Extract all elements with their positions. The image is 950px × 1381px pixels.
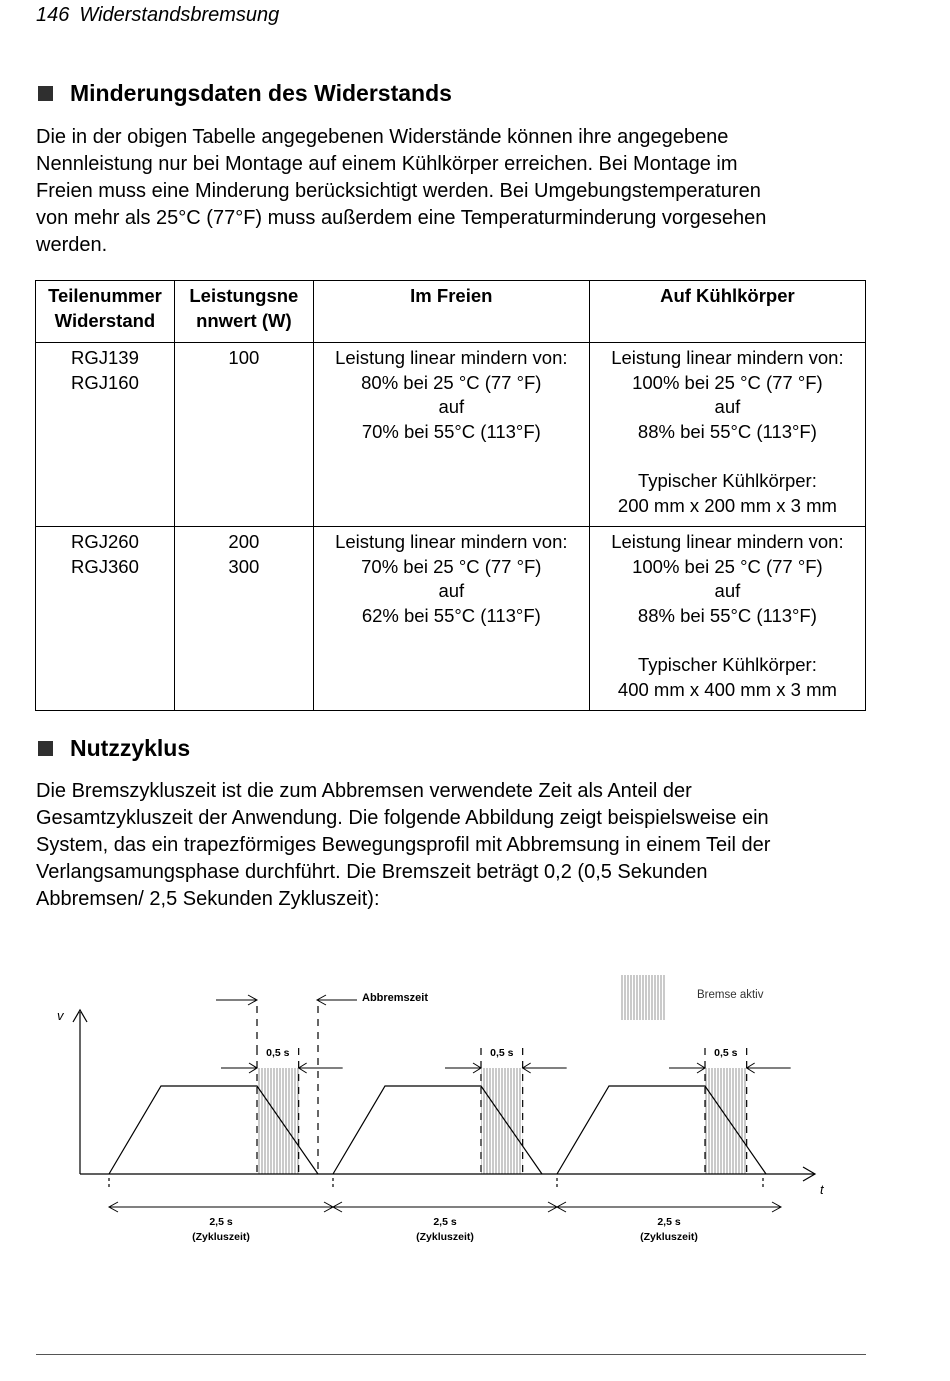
brake-active-zone [257,1068,299,1174]
header-heatsink: Auf Kühlkörper [589,281,865,343]
duty-cycle-svg [0,960,950,1260]
duty-cycle-diagram [0,960,950,1265]
table-row [36,527,866,711]
paragraph-line: Die in der obigen Tabelle angegebenen Widerstände können ihre angegebene [36,126,729,148]
table-row [36,343,866,527]
cell-rated-power: 200 300 [174,527,313,711]
cell-rated-power: 100 [174,343,313,527]
paragraph-line: Verlangsamungsphase durchführt. Die Bremszeit beträgt 0,2 (0,5 Sekunden [36,861,708,883]
duty-cycle-paragraph [36,778,866,913]
section-heading-duty-cycle [38,735,190,762]
cell-free-air: Leistung linear mindern von: 70% bei 25 °C (77 °F) auf 62% bei 55°C (113°F) [313,527,589,711]
page-number: 146 [36,4,70,26]
derating-paragraph [36,124,866,259]
section-title: Minderungsdaten des Widerstands [70,80,452,106]
cycle-time-caption: (Zykluszeit) [640,1231,698,1243]
paragraph-line: werden. [36,234,108,256]
paragraph-line: System, das ein trapezförmiges Bewegungsprofil mit Abbremsung in einem Teil der [36,834,771,856]
brake-active-legend-swatch [621,975,665,1020]
section-heading-derating [38,80,452,107]
cycle-time-caption: (Zykluszeit) [192,1231,250,1243]
cell-free-air: Leistung linear mindern von: 80% bei 25 °C (77 °F) auf 70% bei 55°C (113°F) [313,343,589,527]
running-header [36,4,279,27]
table-header-row [36,281,866,343]
section-title: Nutzzyklus [70,735,191,761]
cycle-time-value: 2,5 s [657,1216,681,1228]
braking-time-annotation [216,992,428,1005]
brake-duration-label: 0,5 s [266,1047,290,1059]
paragraph-line: Nennleistung nur bei Montage auf einem Kühlkörper erreichen. Bei Montage im [36,153,738,175]
paragraph-line: Die Bremszykluszeit ist die zum Abbremsen verwendete Zeit als Anteil der [36,780,692,802]
brake-duration-label: 0,5 s [714,1047,738,1059]
cell-heatsink: Leistung linear mindern von: 100% bei 25 °C (77 °F) auf 88% bei 55°C (113°F) Typischer Kühlkörper: 400 mm x 400 mm x 3 mm [589,527,865,711]
cell-heatsink: Leistung linear mindern von: 100% bei 25 °C (77 °F) auf 88% bei 55°C (113°F) Typischer Kühlkörper: 200 mm x 200 mm x 3 mm [589,343,865,527]
derating-table [35,280,866,711]
brake-active-zone [705,1068,747,1174]
cell-part-number: RGJ260 RGJ360 [36,527,175,711]
footer-rule [36,1354,866,1355]
brake-active-zone [481,1068,523,1174]
paragraph-line: Freien muss eine Minderung berücksichtigt werden. Bei Umgebungstemperaturen [36,180,761,202]
header-free-air: Im Freien [313,281,589,343]
y-axis-label: v [57,1008,64,1023]
brake-active-legend-label: Bremse aktiv [697,989,764,1001]
x-axis-label: t [820,1182,824,1197]
paragraph-line: von mehr als 25°C (77°F) muss außerdem eine Temperaturminderung vorgesehen [36,207,767,229]
header-rated-power: Leistungsne nnwert (W) [174,281,313,343]
cycle-time-value: 2,5 s [209,1216,233,1228]
brake-duration-label: 0,5 s [490,1047,514,1059]
chapter-title: Widerstandsbremsung [79,4,280,26]
square-bullet-icon [38,86,53,101]
cycle-time-caption: (Zykluszeit) [416,1231,474,1243]
header-part-number: Teilenummer Widerstand [36,281,175,343]
cell-part-number: RGJ139 RGJ160 [36,343,175,527]
cycle-time-value: 2,5 s [433,1216,457,1228]
paragraph-line: Abbremsen/ 2,5 Sekunden Zykluszeit): [36,888,380,910]
square-bullet-icon [38,741,53,756]
braking-time-label: Abbremszeit [362,992,429,1004]
paragraph-line: Gesamtzykluszeit der Anwendung. Die folgende Abbildung zeigt beispielsweise ein [36,807,769,829]
